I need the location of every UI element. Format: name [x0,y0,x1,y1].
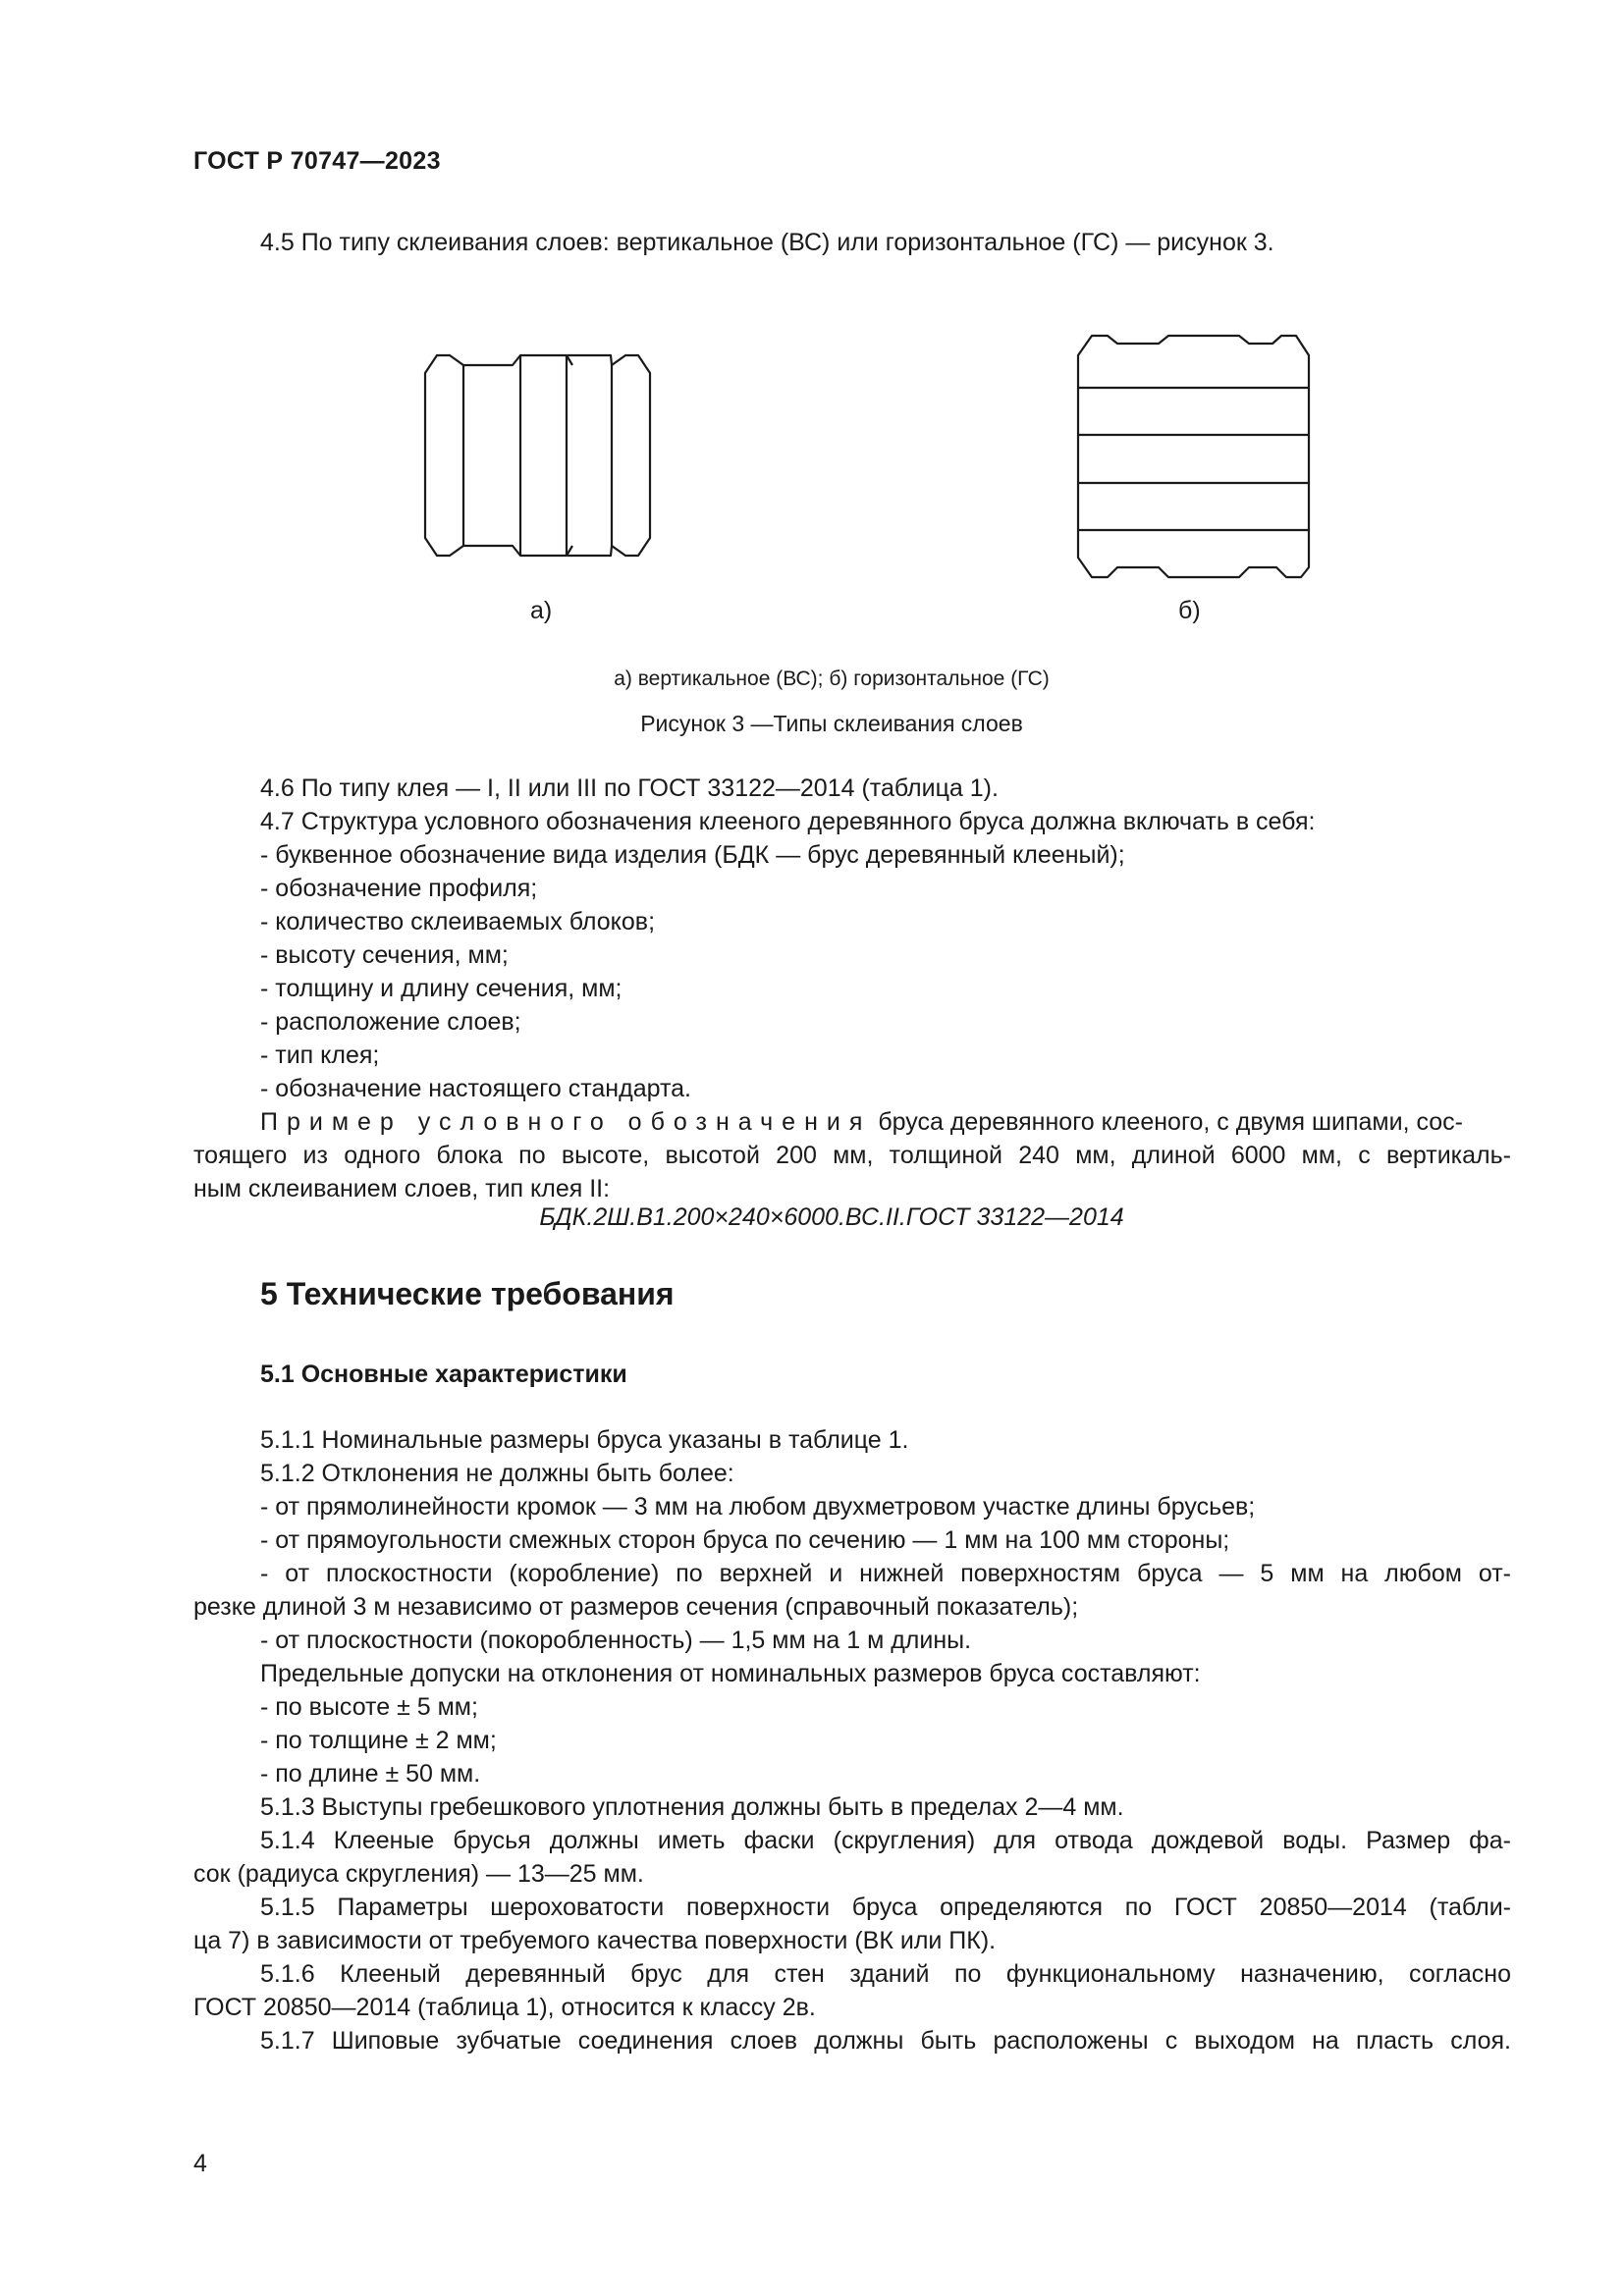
paragraph-tolerances: Предельные допуски на отклонения от номинальных размеров бруса составляют: [260,1660,1201,1687]
paragraph-4-7: 4.7 Структура условного обозначения клееного деревянного бруса должна включать в себя: [260,808,1316,835]
paragraph-5-1-4-line2: сок (радиуса скругления) — 13—25 мм. [193,1860,644,1888]
example-line1-text: бруса деревянного клееного, с двумя шипами, сос- [871,1108,1463,1136]
paragraph-5-1-6-line1: 5.1.6 Клееный деревянный брус для стен зданий по функциональному назначению, согласно [260,1960,1511,1988]
diagram-horizontal-gluing [1078,336,1309,577]
paragraph-5-1-2: 5.1.2 Отклонения не должны быть более: [260,1460,734,1487]
list-item: - буквенное обозначение вида изделия (БДК — брус деревянный клееный); [260,841,1125,869]
example-paragraph-line3: ным склеиванием слоев, тип клея II: [193,1175,611,1202]
list-item: - от плоскостности (коробление) по верхней и нижней поверхностям бруса — 5 мм на любом от- [260,1560,1511,1587]
example-paragraph-line2: тоящего из одного блока по высоте, высотой 200 мм, толщиной 240 мм, длиной 6000 мм, с вертикаль- [193,1142,1511,1169]
example-spaced-label: Пример условного обозначения [260,1108,872,1136]
figure-caption: Рисунок 3 —Типы склеивания слоев [640,711,1023,736]
paragraph-5-1-5-line1: 5.1.5 Параметры шероховатости поверхности бруса определяются по ГОСТ 20850—2014 (табли- [260,1894,1511,1921]
section-heading-5: 5 Технические требования [260,1276,675,1311]
list-item: - толщину и длину сечения, мм; [260,975,623,1002]
figure-label-b: б) [1178,597,1201,624]
example-designation: БДК.2Ш.В1.200×240×6000.ВС.II.ГОСТ 33122—2014 [539,1203,1124,1231]
figure-legend: а) вертикальное (ВС); б) горизонтальное (ГС) [614,667,1050,690]
list-item: - от плоскостности (покоробленность) — 1,5 мм на 1 м длины. [260,1627,972,1654]
list-item: - по высоте ± 5 мм; [260,1693,478,1721]
list-item: - расположение слоев; [260,1008,521,1036]
list-item: - количество склеиваемых блоков; [260,908,656,935]
list-item: - тип клея; [260,1041,380,1069]
paragraph-5-1-1: 5.1.1 Номинальные размеры бруса указаны в таблице 1. [260,1426,909,1454]
paragraph-5-1-6-line2: ГОСТ 20850—2014 (таблица 1), относится к классу 2в. [193,1994,816,2021]
subsection-heading-5-1: 5.1 Основные характеристики [260,1361,627,1388]
list-item: - обозначение профиля; [260,875,538,902]
paragraph-4-6: 4.6 По типу клея — I, II или III по ГОСТ 33122—2014 (таблица 1). [260,774,999,802]
figure-label-a: а) [530,597,553,624]
list-item: - высоту сечения, мм; [260,941,509,969]
list-item: - по толщине ± 2 мм; [260,1727,497,1754]
paragraph-5-1-5-line2: ца 7) в зависимости от требуемого качества поверхности (ВК или ПК). [193,1927,997,1954]
paragraph-4-5: 4.5 По типу склеивания слоев: вертикальное (ВС) или горизонтальное (ГС) — рисунок 3. [260,229,1274,256]
list-item: - по длине ± 50 мм. [260,1760,481,1788]
list-item: - от прямоугольности смежных сторон бруса по сечению — 1 мм на 100 мм стороны; [260,1526,1230,1554]
list-item: - от прямолинейности кромок — 3 мм на любом двухметровом участке длины брусьев; [260,1493,1256,1521]
document-header: ГОСТ Р 70747—2023 [193,147,441,175]
paragraph-5-1-4-line1: 5.1.4 Клееные брусья должны иметь фаски (скругления) для отвода дождевой воды. Размер фа- [260,1827,1511,1854]
list-item-continuation: резке длиной 3 м независимо от размеров сечения (справочный показатель); [193,1593,1079,1621]
figure-3-diagram [0,0,1624,628]
page-number: 4 [193,2150,207,2177]
example-paragraph-line1 [260,1105,1511,1139]
paragraph-5-1-3: 5.1.3 Выступы гребешкового уплотнения должны быть в пределах 2—4 мм. [260,1793,1124,1821]
list-item: - обозначение настоящего стандарта. [260,1075,691,1102]
paragraph-5-1-7: 5.1.7 Шиповые зубчатые соединения слоев должны быть расположены с выходом на пласть слоя. [260,2027,1511,2055]
diagram-vertical-gluing [425,355,650,556]
